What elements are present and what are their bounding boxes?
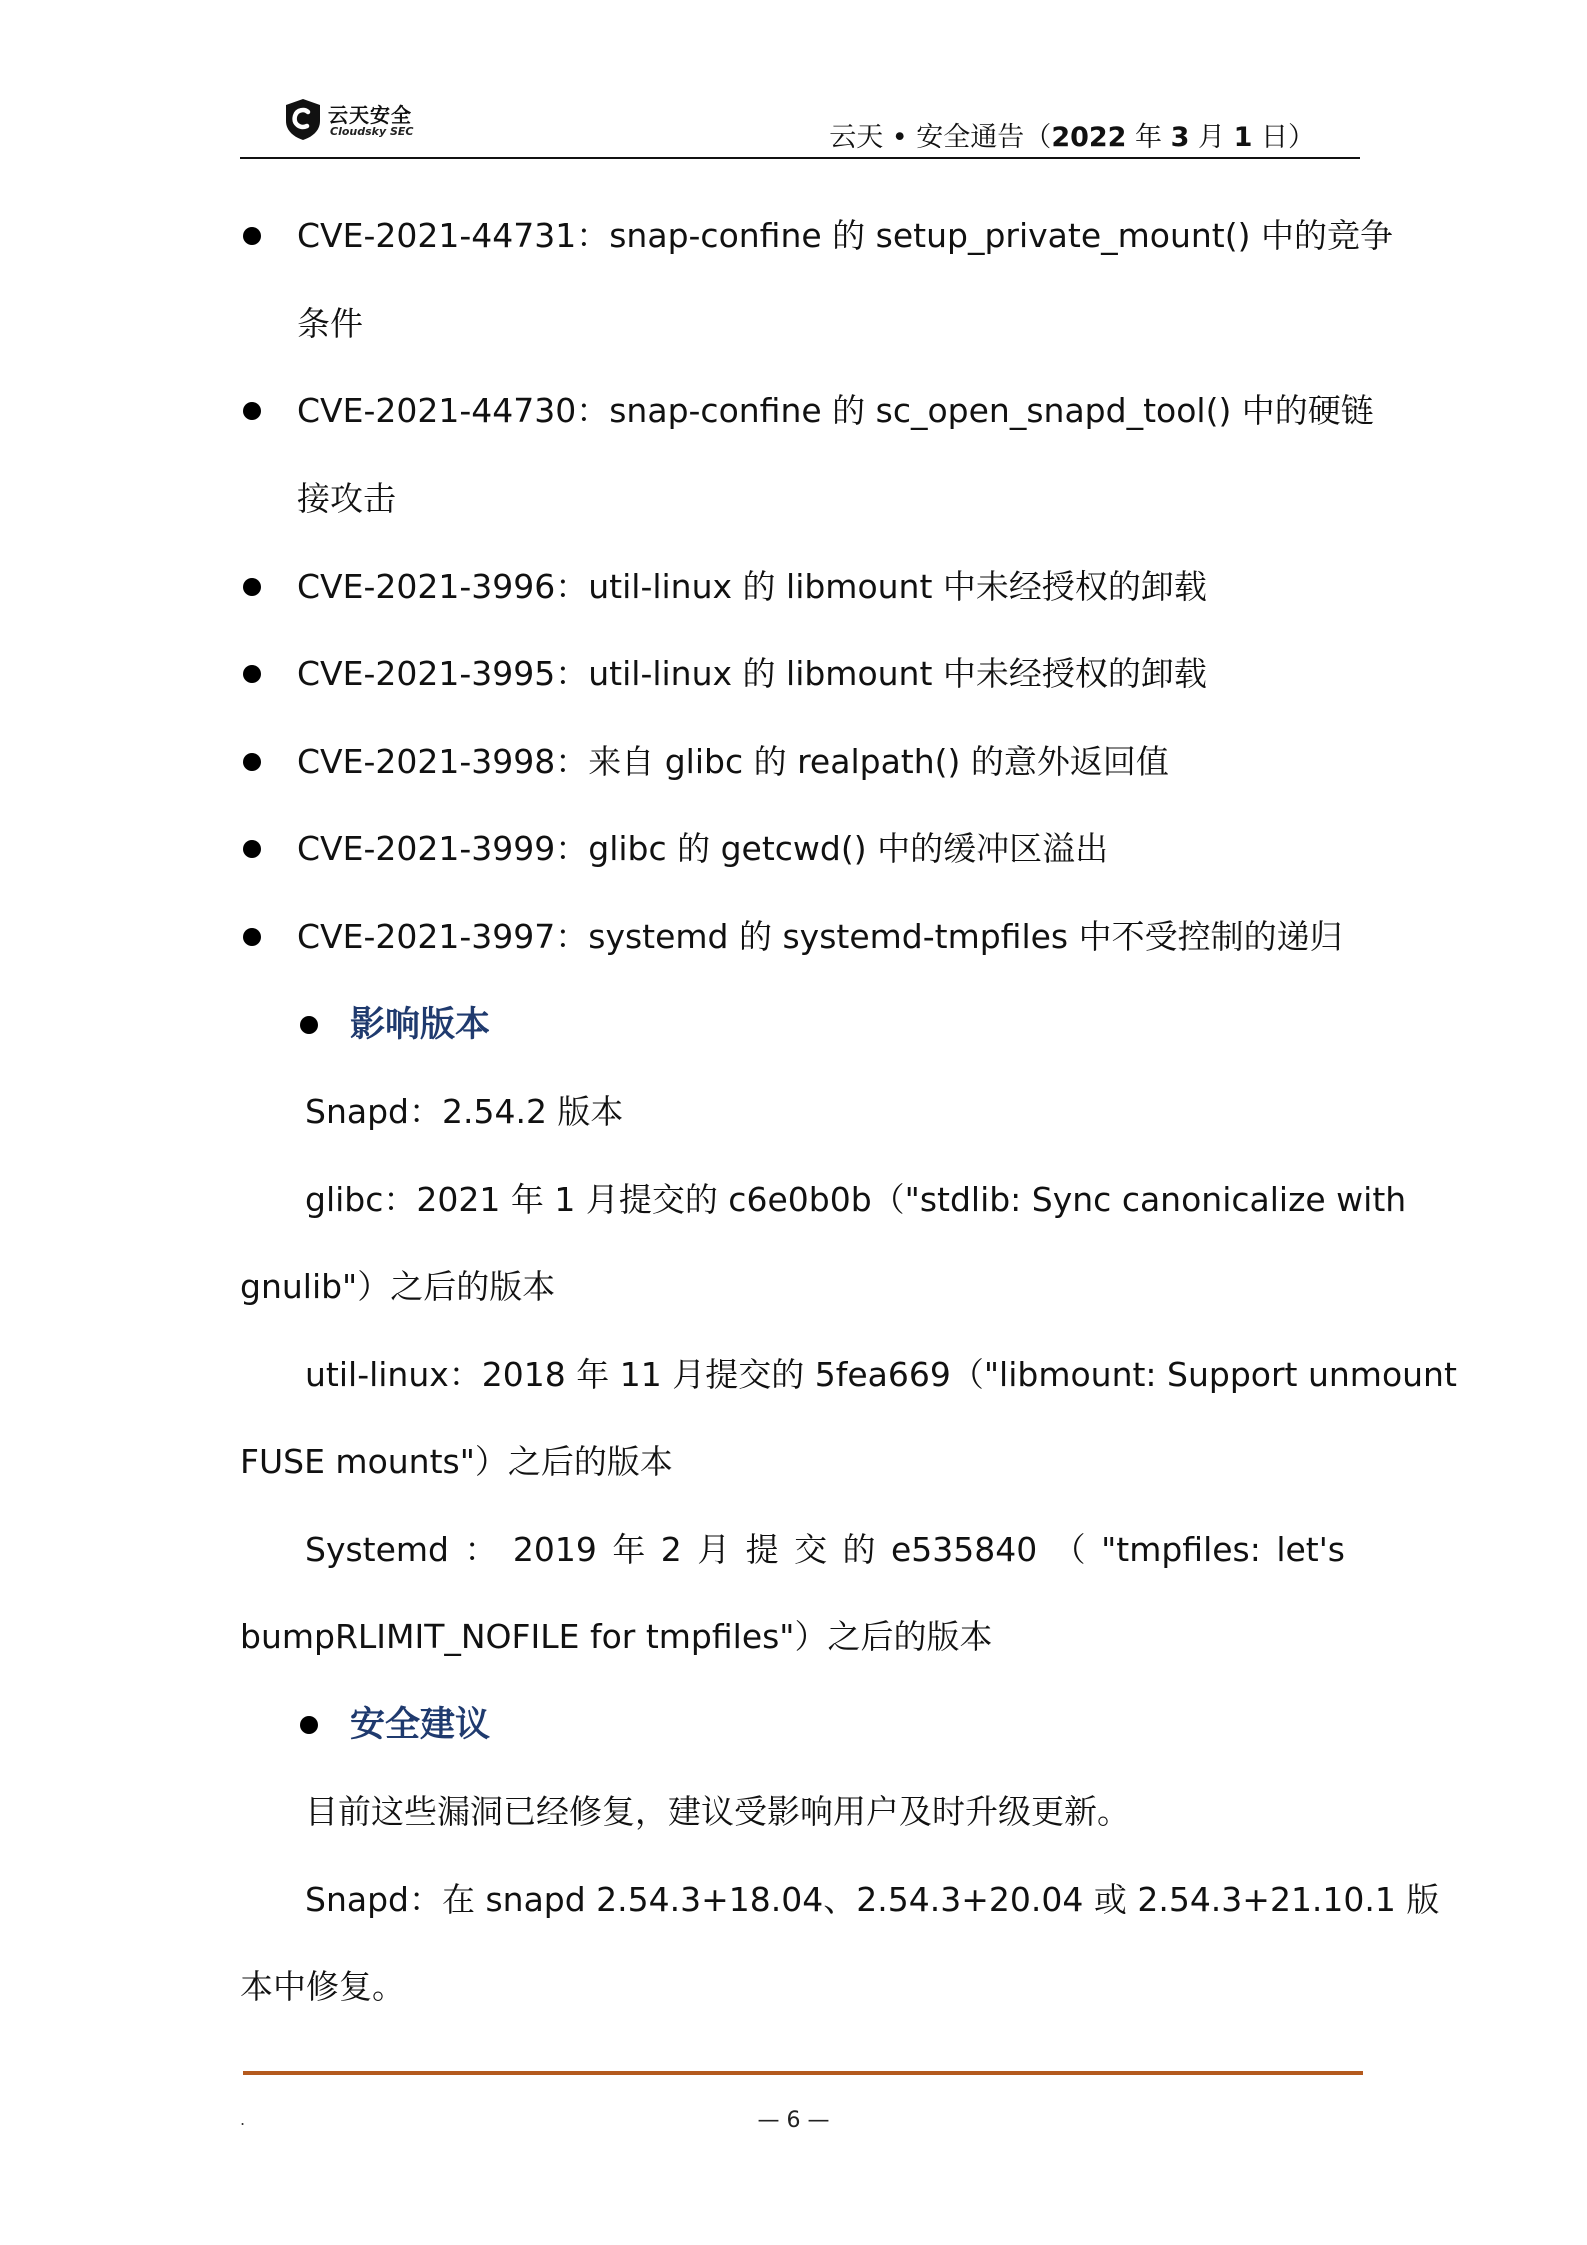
bullet-icon: [243, 753, 261, 771]
vuln-text: CVE-2021-44731：snap-confine 的 setup_private_mount() 中的竞争: [297, 216, 1393, 255]
vuln-text-cont: 条件: [297, 304, 363, 343]
glibc-version-cont: gnulib"）之后的版本: [240, 1267, 556, 1306]
bullet-icon: [243, 227, 261, 245]
vuln-text: CVE-2021-3997：systemd 的 systemd-tmpfiles 中不受控制的递归: [297, 917, 1343, 956]
vuln-text: CVE-2021-3998：来自 glibc 的 realpath() 的意外返回值: [297, 742, 1169, 781]
section-heading-advice: 安全建议: [350, 1705, 491, 1745]
util-linux-version-cont: FUSE mounts"）之后的版本: [240, 1442, 673, 1481]
page-number: — 6 —: [757, 2108, 830, 2133]
systemd-version: Systemd ： 2019 年 2 月 提 交 的 e535840 （ "tmpfiles: let's: [305, 1530, 1345, 1569]
section-heading-affected: 影响版本: [350, 1005, 491, 1045]
section-bullet-icon: [300, 1016, 318, 1034]
vuln-text: CVE-2021-3995：util-linux 的 libmount 中未经授权的卸载: [297, 654, 1207, 693]
section-bullet-icon: [300, 1716, 318, 1734]
footer-divider: [243, 2071, 1363, 2075]
footer-mark: .: [240, 2110, 246, 2129]
advice-intro: 目前这些漏洞已经修复，建议受影响用户及时升级更新。: [305, 1792, 1130, 1831]
logo-name: 云天安全: [328, 103, 412, 127]
header-divider: [240, 157, 1360, 159]
bullet-icon: [243, 578, 261, 596]
bullet-icon: [243, 840, 261, 858]
vuln-text-cont: 接攻击: [297, 479, 396, 518]
bullet-icon: [243, 402, 261, 420]
snapd-version: Snapd：2.54.2 版本: [305, 1092, 624, 1131]
vuln-text: CVE-2021-44730：snap-confine 的 sc_open_snapd_tool() 中的硬链: [297, 391, 1374, 430]
systemd-version-cont: bumpRLIMIT_NOFILE for tmpfiles"）之后的版本: [240, 1617, 993, 1656]
bulletin-title: 云天 • 安全通告（2022 年 3 月 1 日）: [829, 122, 1315, 153]
snapd-fix: Snapd：在 snapd 2.54.3+18.04、2.54.3+20.04 或 2.54.3+21.10.1 版: [305, 1880, 1440, 1919]
company-logo: [282, 97, 432, 142]
bullet-icon: [243, 928, 261, 946]
logo-subtitle: Cloudsky SEC: [330, 125, 414, 138]
vuln-text: CVE-2021-3999：glibc 的 getcwd() 中的缓冲区溢出: [297, 829, 1109, 868]
glibc-version: glibc：2021 年 1 月提交的 c6e0b0b（"stdlib: Sync canonicalize with: [305, 1180, 1407, 1219]
shield-logo-icon: [282, 97, 324, 141]
util-linux-version: util-linux：2018 年 11 月提交的 5fea669（"libmount: Support unmount: [305, 1355, 1457, 1394]
vuln-text: CVE-2021-3996：util-linux 的 libmount 中未经授权的卸载: [297, 567, 1207, 606]
page-header: [240, 95, 1360, 160]
snapd-fix-cont: 本中修复。: [240, 1967, 405, 2006]
bullet-icon: [243, 665, 261, 683]
